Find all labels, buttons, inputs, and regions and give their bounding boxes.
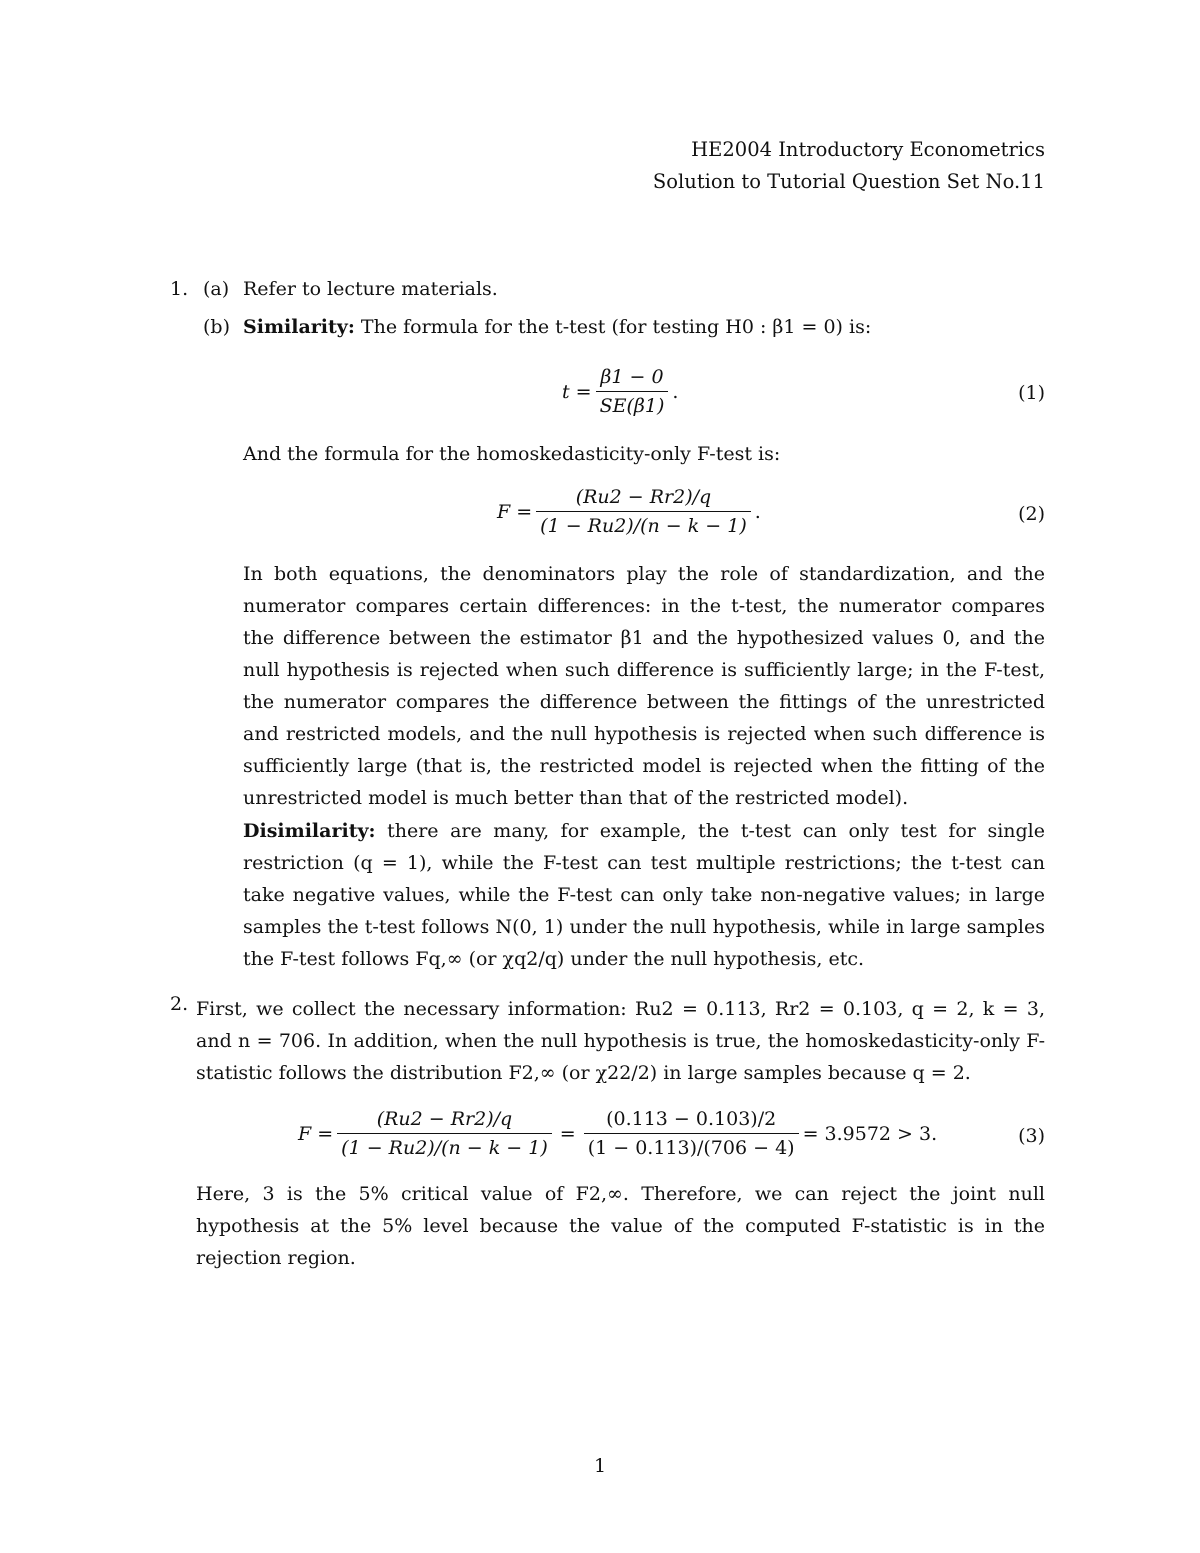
similarity-heading: Similarity:: [243, 316, 355, 338]
document-subtitle: Solution to Tutorial Question Set No.11: [652, 170, 1045, 193]
eq3-lhs: F =: [298, 1122, 334, 1145]
eq3-numerator-2: (0.113 − 0.103)/2: [606, 1108, 777, 1130]
question-2-intro: First, we collect the necessary information: Ru2 = 0.113, Rr2 = 0.103, q = 2, k = 3, and n = 706. In addition, when the null hypothesis is true, the homoskedasticity-only F-statistic follows the distribution F2,∞ (or χ22/2) in large samples because q = 2.: [196, 998, 1045, 1084]
eq2-lhs: F =: [497, 500, 533, 523]
dissimilarity-text: there are many, for example, the t-test can only test for single restriction (q = 1), while the F-test can test multiple restrictions; the t-test can take negative values, while the F-test can only take non-negative values; in large samples the t-test follows N(0, 1) under the null hypothesis, while in large samples the F-test follows Fq,∞ (or χq2/q) under the null hypothesis, etc.: [243, 820, 1045, 970]
question-2-conclusion: Here, 3 is the 5% critical value of F2,∞. Therefore, we can reject the joint null hypothesis at the 5% level because the value of the computed F-statistic is in the rejection region.: [196, 1183, 1045, 1269]
question-2-number: 2.: [170, 993, 189, 1015]
equation-1: t = $\frac{\beta 1 - 0}{SE(\beta 1)}$ .: [562, 366, 679, 417]
both-equations-paragraph: In both equations, the denominators play the role of standardization, and the numerator compares certain differences: in the t-test, the numerator compares the difference between the estimator β1 and the hypothesized values 0, and the null hypothesis is rejected when such difference is sufficiently large; in the F-test, the numerator compares the difference between the fittings of the unrestricted and restricted models, and the null hypothesis is rejected when such difference is sufficiently large (that is, the restricted model is rejected when the fitting of the unrestricted model is much better than that of the restricted model).: [243, 563, 1045, 809]
question-1-number: 1.: [170, 278, 189, 300]
equation-3: F = $\frac{(Ru2 - Rr2)/q}{(1 - Ru2)/(n - k - 1)}$ = $\frac{(0.113 - 0.103)/2}{(1 - 0.113)/(706 - 4)}$ = 3.9572 > 3.: [298, 1108, 938, 1159]
eq2-denominator: (1 − Ru2)/(n − k − 1): [536, 511, 751, 537]
eq1-fraction: [596, 366, 669, 417]
dissimilarity-paragraph: [243, 815, 1045, 975]
equation-1-number: (1): [1018, 382, 1045, 404]
equation-2-number: (2): [1018, 503, 1045, 525]
dissimilarity-heading: Disimilarity:: [243, 820, 376, 842]
equation-3-number: (3): [1018, 1125, 1045, 1147]
document-course-title: HE2004 Introductory Econometrics: [691, 138, 1045, 161]
eq2-fraction: [536, 486, 751, 537]
eq1-denominator: SE(β1): [596, 391, 669, 417]
equation-2: F = $\frac{(Ru2 - Rr2)/q}{(1 - Ru2)/(n - k - 1)}$ .: [497, 486, 761, 537]
eq3-denominator-2: (1 − 0.113)/(706 − 4): [584, 1133, 799, 1159]
eq3-fraction-1: [337, 1108, 552, 1159]
similarity-intro: The formula for the t-test (for testing H0 : β1 = 0) is:: [360, 316, 872, 338]
part-a-label: (a): [203, 278, 230, 300]
similarity-line: [243, 316, 871, 338]
part-a-text: Refer to lecture materials.: [243, 278, 498, 300]
eq3-numerator-1: (Ru2 − Rr2)/q: [376, 1108, 513, 1130]
eq3-result: = 3.9572 > 3.: [802, 1122, 938, 1145]
eq1-lhs: t =: [562, 380, 592, 403]
page-number: 1: [593, 1455, 607, 1477]
eq3-denominator-1: (1 − Ru2)/(n − k − 1): [337, 1133, 552, 1159]
eq2-numerator: (Ru2 − Rr2)/q: [575, 486, 712, 508]
f-test-intro: And the formula for the homoskedasticity-only F-test is:: [243, 443, 781, 465]
eq1-numerator: β1 − 0: [600, 366, 664, 388]
eq3-fraction-2: [584, 1108, 799, 1159]
part-b-label: (b): [203, 316, 230, 338]
